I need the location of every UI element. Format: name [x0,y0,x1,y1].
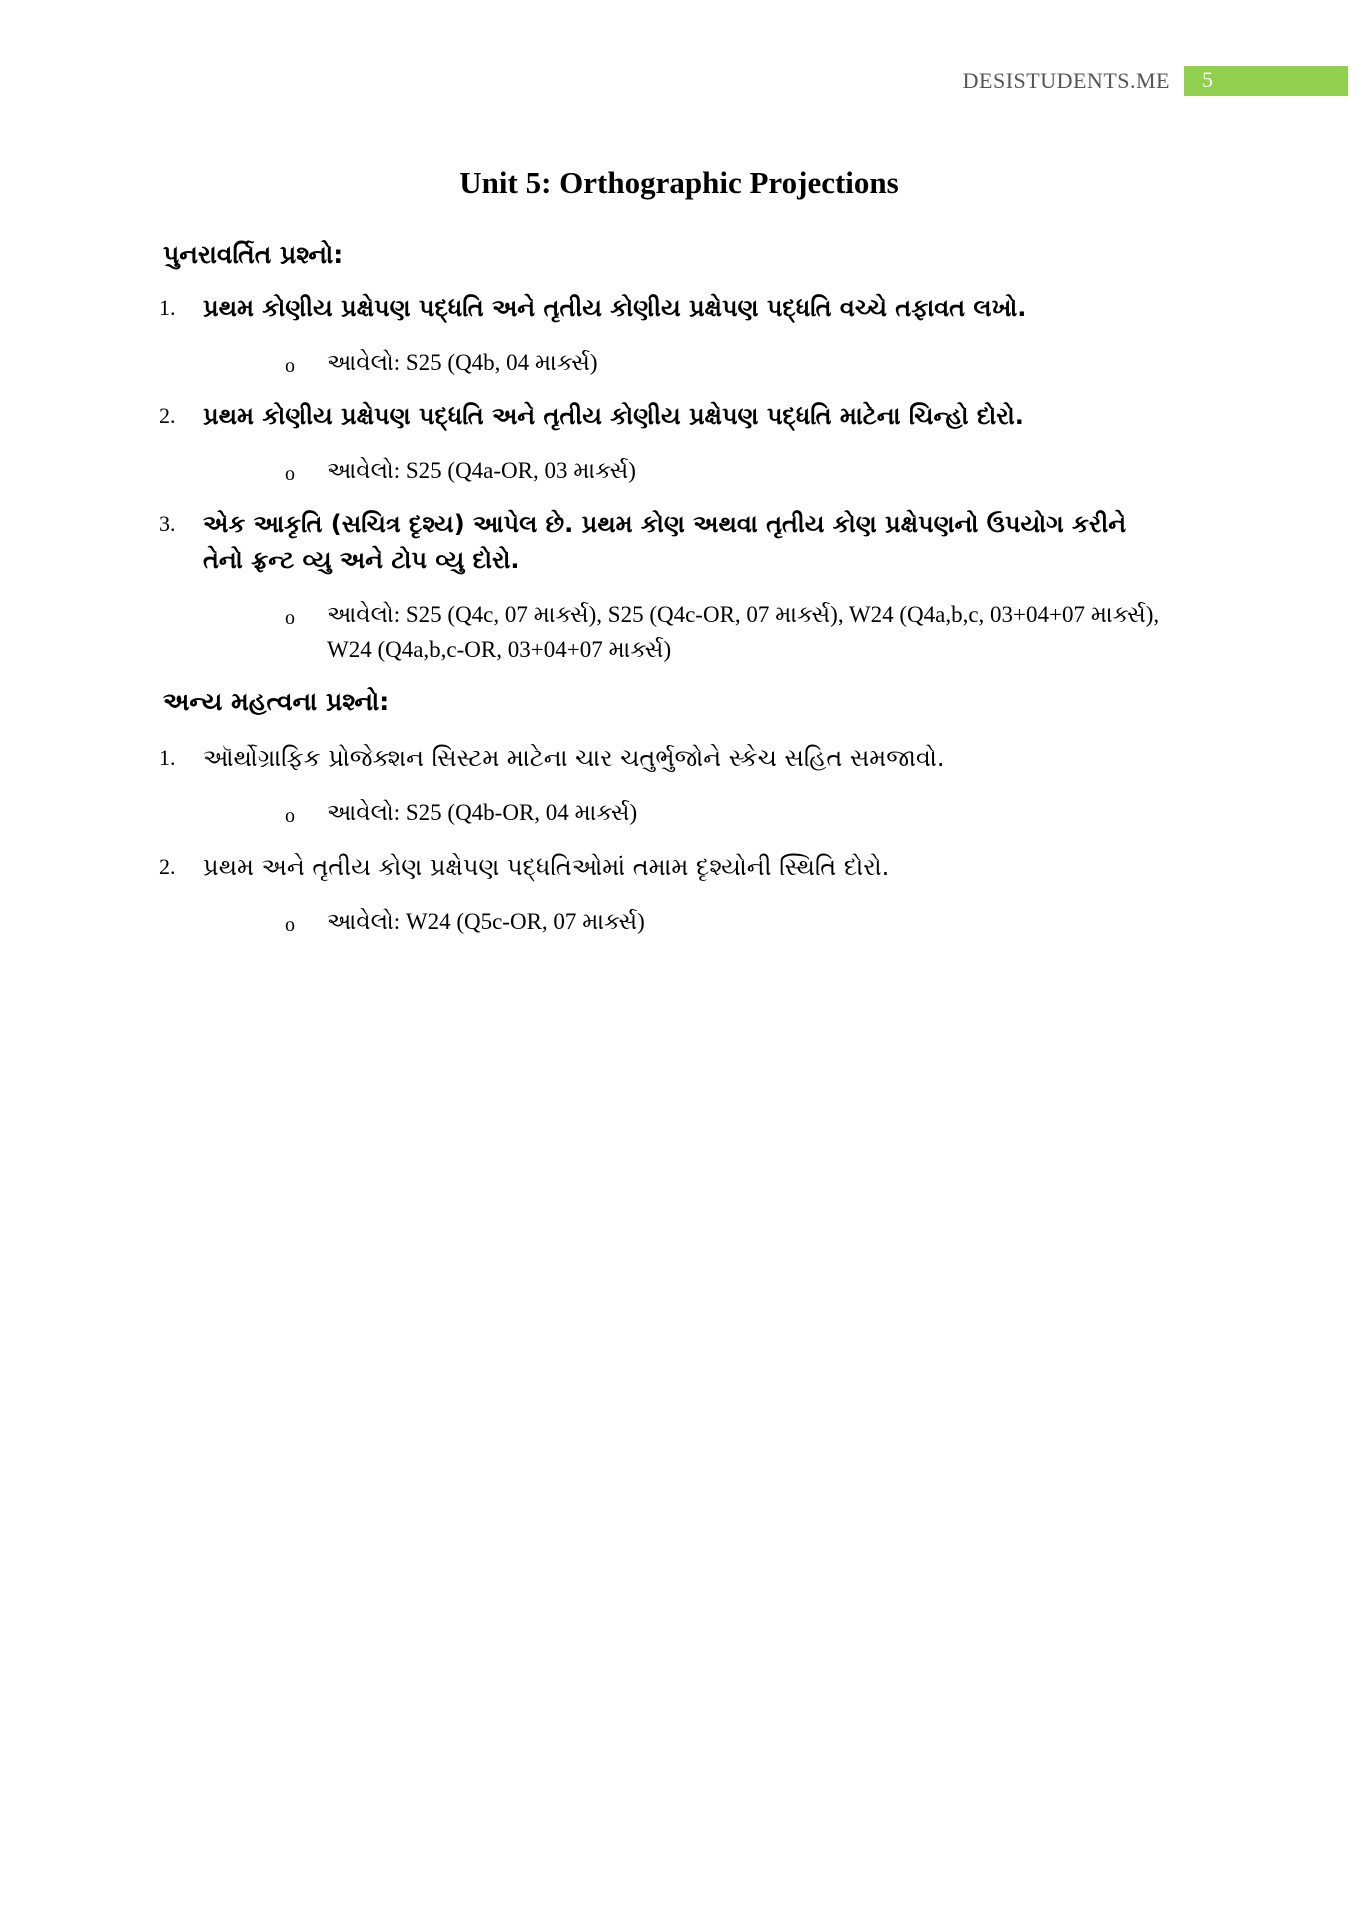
bullet-icon: o [285,355,295,377]
source-text: આવેલો: S25 (Q4a-OR, 03 માર્ક્સ) [327,458,636,483]
question-source [285,345,1187,380]
page-title: Unit 5: Orthographic Projections [459,165,899,200]
question-number: 2. [159,854,176,879]
bullet-icon: o [285,463,295,485]
question-number: 1. [159,745,176,770]
bullet-icon: o [285,805,295,827]
question-text: પ્રથમ કોણીય પ્રક્ષેપણ પદ્ધતિ અને તૃતીય કોણીય પ્રક્ષેપણ પદ્ધતિ માટેના ચિન્હો દોરો. [203,402,1024,430]
source-text: આવેલો: S25 (Q4b, 04 માર્ક્સ) [327,350,598,375]
question-source [285,904,1187,939]
bullet-icon: o [285,607,295,629]
question-source [285,597,1167,667]
question-item [159,849,1183,885]
question-item [159,506,1163,578]
question-number: 2. [159,403,176,428]
source-text: આવેલો: S25 (Q4b-OR, 04 માર્ક્સ) [327,800,638,825]
site-name: DESISTUDENTS.ME [962,68,1170,93]
source-text: આવેલો: W24 (Q5c-OR, 07 માર્ક્સ) [327,909,645,934]
question-item [159,740,1183,776]
page-header [963,66,1358,96]
section-heading-repeated: પુનરાવર્તિત પ્રશ્નો: [163,240,344,269]
question-item [159,398,1183,434]
question-source [285,453,1187,488]
source-text: આવેલો: S25 (Q4c, 07 માર્ક્સ), S25 (Q4c-OR, 07 માર્ક્સ), W24 (Q4a,b,c, 03+04+07 માર્ક્સ), W24 (Q4a,b,c-OR, 03+04+07 માર્ક્સ) [327,602,1160,662]
bullet-icon: o [285,914,295,936]
question-text: પ્રથમ અને તૃતીય કોણ પ્રક્ષેપણ પદ્ધતિઓમાં તમામ દૃશ્યોની સ્થિતિ દોરો. [203,853,890,881]
question-source [285,795,1187,830]
question-item [159,290,1183,326]
question-text: પ્રથમ કોણીય પ્રક્ષેપણ પદ્ધતિ અને તૃતીય કોણીય પ્રક્ષેપણ પદ્ધતિ વચ્ચે તફાવત લખો. [203,294,1027,322]
question-number: 3. [159,511,176,536]
page-number: 5 [1184,66,1348,96]
question-text: ઑર્થોગ્રાફિક પ્રોજેક્શન સિસ્ટમ માટેના ચાર ચતુર્ભુજોને સ્કેચ સહિત સમજાવો. [203,744,945,772]
question-text: એક આકૃતિ (સચિત્ર દૃશ્ય) આપેલ છે. પ્રથમ કોણ અથવા તૃતીય કોણ પ્રક્ષેપણનો ઉપયોગ કરીને તેનો ફ્રન્ટ વ્યુ અને ટોપ વ્યુ દોરો. [203,510,1127,574]
section-heading-other: અન્ય મહત્વના પ્રશ્નો: [163,687,390,716]
question-number: 1. [159,295,176,320]
